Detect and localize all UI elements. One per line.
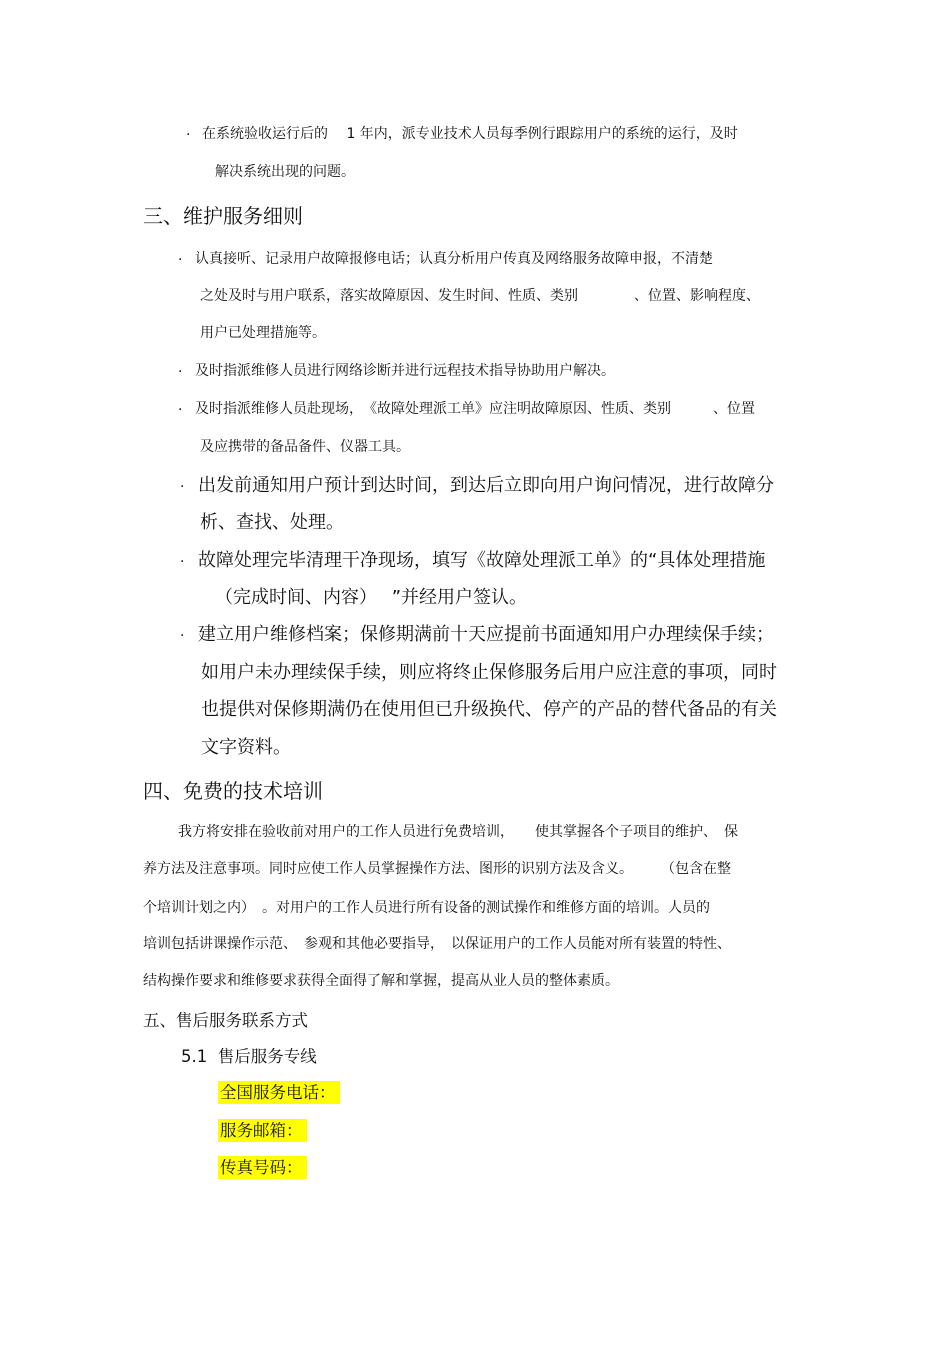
paragraph-line: 我方将安排在验收前对用户的工作人员进行免费培训， 使其掌握各个子项目的维护、 保 [178,824,738,840]
paragraph-line: 培训包括讲课操作示范、 参观和其他必要指导， 以保证用户的工作人员能对所有装置的特性、 [143,936,731,952]
paragraph-line: 之处及时与用户联系，落实故障原因、发生时间、性质、类别 、位置、影响程度、 [200,288,760,304]
paragraph-line: 文字资料。 [201,737,291,758]
bullet-marker: · [178,402,183,418]
paragraph-line: 建立用户维修档案；保修期满前十天应提前书面通知用户办理续保手续； [198,624,774,645]
bullet-marker: · [186,127,191,143]
paragraph-line: 认真接听、记录用户故障报修电话；认真分析用户传真及网络服务故障申报，不清楚 [195,251,713,267]
paragraph-line: 出发前通知用户预计到达时间，到达后立即向用户询问情况，进行故障分 [198,475,774,496]
paragraph-line: 个培训计划之内） 。对用户的工作人员进行所有设备的测试操作和维修方面的培训。人员的 [143,900,710,916]
bullet-marker: · [178,252,183,268]
paragraph-line: 故障处理完毕清理干净现场，填写《故障处理派工单》的“具体处理措施 [198,550,766,571]
section-heading: 五、售后服务联系方式 [143,1011,308,1030]
contact-fax-label: 传真号码： [218,1160,307,1177]
paragraph-line: 在系统验收运行后的 1 年内，派专业技术人员每季例行跟踪用户的系统的运行，及时 [202,126,738,142]
section-heading: 三、维护服务细则 [143,204,303,228]
paragraph-line: 解决系统出现的问题。 [215,164,355,180]
paragraph-line: 结构操作要求和维修要求获得全面得了解和掌握，提高从业人员的整体素质。 [143,973,619,989]
contact-phone-label: 全国服务电话： [218,1085,340,1102]
bullet-marker: · [180,628,185,644]
contact-email-label: 服务邮箱： [218,1123,307,1140]
paragraph-line: 养方法及注意事项。同时应使工作人员掌握操作方法、图形的识别方法及含义。 （包含在整 [143,861,731,877]
bullet-marker: · [180,479,185,495]
paragraph-line: 析、查找、处理。 [200,512,344,533]
paragraph-line: 也提供对保修期满仍在使用但已升级换代、停产的产品的替代备品的有关 [201,699,777,720]
paragraph-line: 如用户未办理续保手续，则应将终止保修服务后用户应注意的事项，同时 [201,662,777,683]
paragraph-line: 用户已处理措施等。 [200,325,326,341]
bullet-marker: · [180,554,185,570]
subsection-heading: 5.1 售后服务专线 [181,1047,317,1066]
paragraph-line: 及应携带的备品备件、仪器工具。 [200,439,410,455]
bullet-marker: · [178,364,183,380]
paragraph-line: （完成时间、内容） ”并经用户签认。 [215,587,528,608]
paragraph-line: 及时指派维修人员赴现场， 《故障处理派工单》应注明故障原因、性质、类别 、位置 [195,401,755,417]
paragraph-line: 及时指派维修人员进行网络诊断并进行远程技术指导协助用户解决。 [195,363,615,379]
section-heading: 四、免费的技术培训 [143,779,323,803]
